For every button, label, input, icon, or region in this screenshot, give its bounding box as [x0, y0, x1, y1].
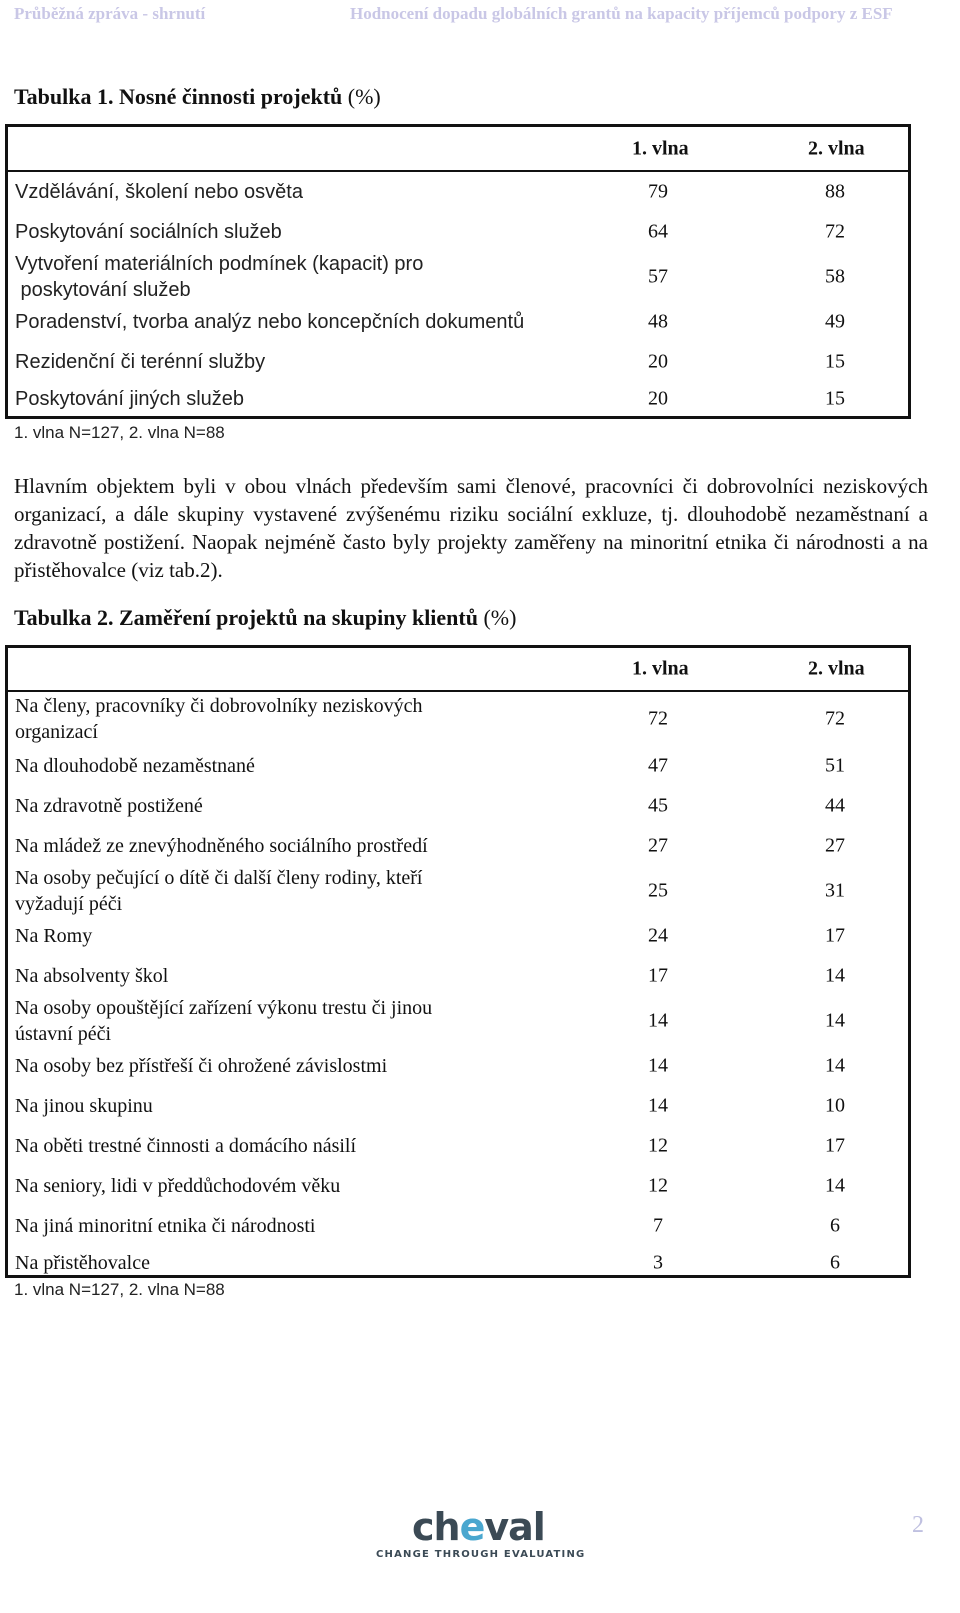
row-value-wave2: 14	[825, 1054, 845, 1077]
row-value-wave2: 14	[825, 964, 845, 987]
logo-wordmark	[412, 1505, 545, 1549]
row-label: Na dlouhodobě nezaměstnané	[15, 755, 255, 777]
logo-word-part-b: val	[484, 1505, 545, 1549]
row-value-wave1: 14	[648, 1094, 668, 1117]
row-label-line2: vyžadují péči	[15, 893, 123, 915]
table-row	[8, 956, 908, 996]
row-label: Vzdělávání, školení nebo osvěta	[15, 181, 303, 203]
table2-header-row	[8, 648, 908, 692]
table-row	[8, 1166, 908, 1206]
table-row	[8, 916, 908, 956]
row-value-wave2: 31	[825, 879, 845, 902]
table2-caption	[14, 605, 516, 631]
row-value-wave2: 10	[825, 1094, 845, 1117]
row-value-wave1: 20	[648, 350, 668, 373]
table-row	[8, 692, 908, 746]
row-label-line1: Na osoby pečující o dítě či další členy rodiny, kteří	[15, 867, 423, 889]
table-row	[8, 1246, 908, 1280]
row-value-wave2: 58	[825, 265, 845, 288]
row-value-wave1: 12	[648, 1174, 668, 1197]
table-row	[8, 1086, 908, 1126]
row-value-wave1: 48	[648, 310, 668, 333]
row-label: Na jiná minoritní etnika či národnosti	[15, 1215, 316, 1237]
table1-col2-header: 2. vlna	[808, 137, 865, 159]
table-row	[8, 302, 908, 342]
running-header-left: Průběžná zpráva - shrnutí	[14, 4, 206, 23]
row-value-wave2: 6	[830, 1251, 840, 1274]
row-label: Na mládež ze znevýhodněného sociálního prostředí	[15, 835, 428, 857]
row-label-line1: Na členy, pracovníky či dobrovolníky neziskových	[15, 695, 423, 717]
table-row	[8, 172, 908, 212]
row-value-wave1: 57	[648, 265, 668, 288]
table2-col1-header: 1. vlna	[632, 657, 689, 680]
table-row	[8, 382, 908, 416]
table-row	[8, 746, 908, 786]
running-header-right: Hodnocení dopadu globálních grantů na kapacity příjemců podpory z ESF	[350, 4, 893, 23]
table-row	[8, 212, 908, 252]
page-number: 2	[912, 1512, 924, 1538]
row-value-wave2: 72	[825, 220, 845, 243]
row-label: Na absolventy škol	[15, 965, 169, 987]
row-value-wave2: 49	[825, 310, 845, 333]
row-label: Rezidenční či terénní služby	[15, 351, 266, 373]
row-label: Poskytování jiných služeb	[15, 388, 245, 410]
row-value-wave1: 7	[653, 1214, 663, 1237]
row-value-wave1: 3	[653, 1251, 663, 1274]
row-label-line2: ústavní péči	[15, 1023, 112, 1045]
table-row	[8, 866, 908, 916]
row-label	[15, 865, 422, 917]
row-value-wave1: 12	[648, 1134, 668, 1157]
table-row	[8, 252, 908, 302]
row-label: Na jinou skupinu	[15, 1095, 153, 1117]
row-value-wave2: 88	[825, 180, 845, 203]
row-value-wave2: 44	[825, 794, 845, 817]
table-row	[8, 1126, 908, 1166]
row-value-wave2: 14	[825, 1009, 845, 1032]
row-label: Na zdravotně postižené	[15, 795, 203, 817]
logo-word-part-a: ch	[412, 1505, 460, 1549]
row-value-wave1: 17	[648, 964, 668, 987]
row-value-wave1: 72	[648, 707, 668, 730]
row-label	[15, 693, 422, 745]
row-label: Poradenství, tvorba analýz nebo koncepčních dokumentů	[15, 311, 525, 333]
cheval-logo	[370, 1505, 586, 1565]
row-label: Na oběti trestné činnosti a domácího násilí	[15, 1135, 357, 1157]
table-row	[8, 786, 908, 826]
row-value-wave2: 72	[825, 707, 845, 730]
table2-caption-text: Tabulka 2. Zaměření projektů na skupiny klientů	[14, 605, 478, 630]
row-value-wave1: 64	[648, 220, 668, 243]
table2	[5, 645, 911, 1278]
table1-col1-header: 1. vlna	[632, 137, 689, 159]
row-value-wave1: 14	[648, 1054, 668, 1077]
row-value-wave1: 79	[648, 180, 668, 203]
row-label-line2: poskytování služeb	[15, 279, 191, 301]
table2-caption-unit: (%)	[483, 605, 517, 630]
table-row	[8, 1046, 908, 1086]
row-value-wave2: 17	[825, 924, 845, 947]
row-label: Na přistěhovalce	[15, 1252, 150, 1274]
logo-word-part-e: e	[459, 1505, 485, 1549]
table1	[5, 124, 911, 419]
table-row	[8, 1206, 908, 1246]
table1-caption-text: Tabulka 1. Nosné činnosti projektů	[14, 84, 343, 109]
row-label: Na Romy	[15, 925, 93, 947]
row-value-wave2: 17	[825, 1134, 845, 1157]
table-row	[8, 996, 908, 1046]
body-paragraph: Hlavním objektem byli v obou vlnách především sami členové, pracovníci či dobrovolníci neziskových organizací, a dále skupiny vystavené zvýšenému riziku sociální exkluze, tj. dlouhodobě nezaměstnaní a zdravotně postižení. Naopak nejméně často byly projekty zaměřeny na minoritní etnika či národnosti a na přistěhovalce (viz tab.2).	[14, 474, 928, 582]
row-value-wave2: 51	[825, 754, 845, 777]
row-label: Poskytování sociálních služeb	[15, 221, 282, 243]
table-row	[8, 342, 908, 382]
row-label	[15, 251, 423, 303]
row-value-wave2: 6	[830, 1214, 840, 1237]
row-label-line1: Na osoby opouštějící zařízení výkonu trestu či jinou	[15, 997, 433, 1019]
row-value-wave1: 24	[648, 924, 668, 947]
table1-note: 1. vlna N=127, 2. vlna N=88	[14, 423, 225, 442]
table1-caption-unit: (%)	[347, 84, 381, 109]
row-value-wave1: 14	[648, 1009, 668, 1032]
row-label-line2: organizací	[15, 721, 98, 743]
row-value-wave1: 47	[648, 754, 668, 777]
logo-tagline: CHANGE THROUGH EVALUATING	[376, 1549, 586, 1560]
table2-col2-header: 2. vlna	[808, 657, 865, 680]
row-value-wave2: 27	[825, 834, 845, 857]
row-value-wave2: 15	[825, 350, 845, 373]
row-value-wave1: 25	[648, 879, 668, 902]
row-value-wave1: 27	[648, 834, 668, 857]
row-value-wave2: 15	[825, 387, 845, 410]
row-label: Na osoby bez přístřeší či ohrožené závislostmi	[15, 1055, 388, 1077]
table2-note: 1. vlna N=127, 2. vlna N=88	[14, 1280, 225, 1299]
row-value-wave1: 45	[648, 794, 668, 817]
table1-caption	[14, 84, 381, 110]
row-value-wave2: 14	[825, 1174, 845, 1197]
row-value-wave1: 20	[648, 387, 668, 410]
row-label: Na seniory, lidi v předdůchodovém věku	[15, 1175, 341, 1197]
table1-header-row	[8, 127, 908, 172]
row-label-line1: Vytvoření materiálních podmínek (kapacit) pro	[15, 253, 424, 275]
table-row	[8, 826, 908, 866]
row-label	[15, 995, 432, 1047]
